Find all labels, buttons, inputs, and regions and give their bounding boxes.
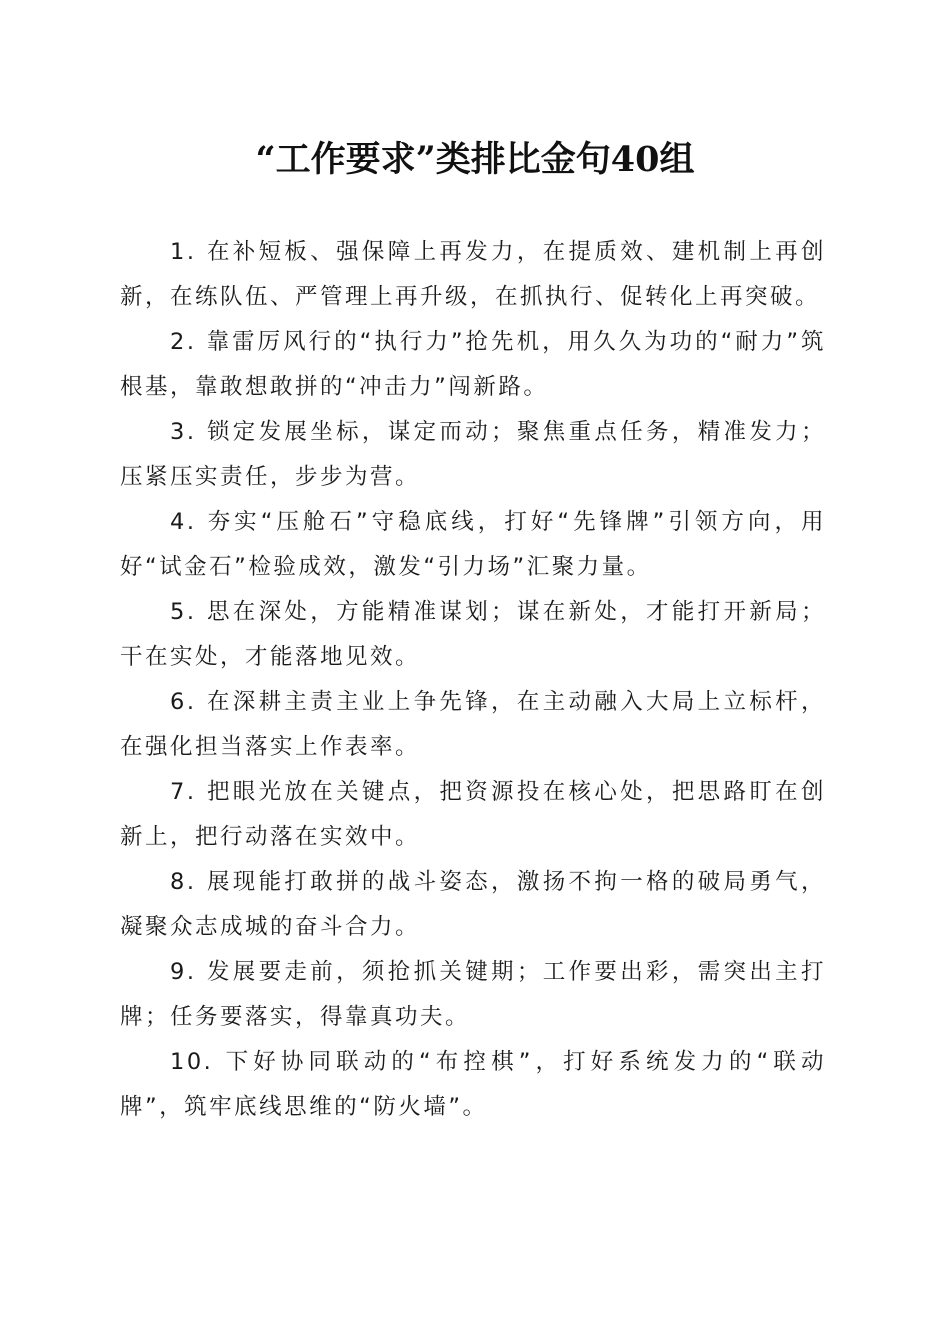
paragraph-10: 10. 下好协同联动的“布控棋”，打好系统发力的“联动牌”，筑牢底线思维的“防火墙”。 bbox=[120, 1049, 826, 1120]
paragraph-1: 1. 在补短板、强保障上再发力，在提质效、建机制上再创新，在练队伍、严管理上再升级，在抓执行、促转化上再突破。 bbox=[120, 239, 826, 310]
document-title: “工作要求”类排比金句40组 bbox=[255, 139, 695, 180]
document-body bbox=[120, 230, 826, 1130]
paragraph-9: 9. 发展要走前，须抢抓关键期；工作要出彩，需突出主打牌；任务要落实，得靠真功夫。 bbox=[120, 959, 826, 1030]
paragraph-2: 2. 靠雷厉风行的“执行力”抢先机，用久久为功的“耐力”筑根基，靠敢想敢拼的“冲击力”闯新路。 bbox=[120, 329, 826, 400]
paragraph-3: 3. 锁定发展坐标，谋定而动；聚焦重点任务，精准发力；压紧压实责任，步步为营。 bbox=[120, 419, 826, 490]
paragraph-5: 5. 思在深处，方能精准谋划；谋在新处，才能打开新局；干在实处，才能落地见效。 bbox=[120, 599, 826, 670]
paragraph-6: 6. 在深耕主责主业上争先锋，在主动融入大局上立标杆，在强化担当落实上作表率。 bbox=[120, 689, 826, 760]
paragraph-8: 8. 展现能打敢拼的战斗姿态，激扬不拘一格的破局勇气，凝聚众志成城的奋斗合力。 bbox=[120, 869, 826, 940]
paragraph-4: 4. 夯实“压舱石”守稳底线，打好“先锋牌”引领方向，用好“试金石”检验成效，激发“引力场”汇聚力量。 bbox=[120, 509, 826, 580]
paragraph-7: 7. 把眼光放在关键点，把资源投在核心处，把思路盯在创新上，把行动落在实效中。 bbox=[120, 779, 826, 850]
